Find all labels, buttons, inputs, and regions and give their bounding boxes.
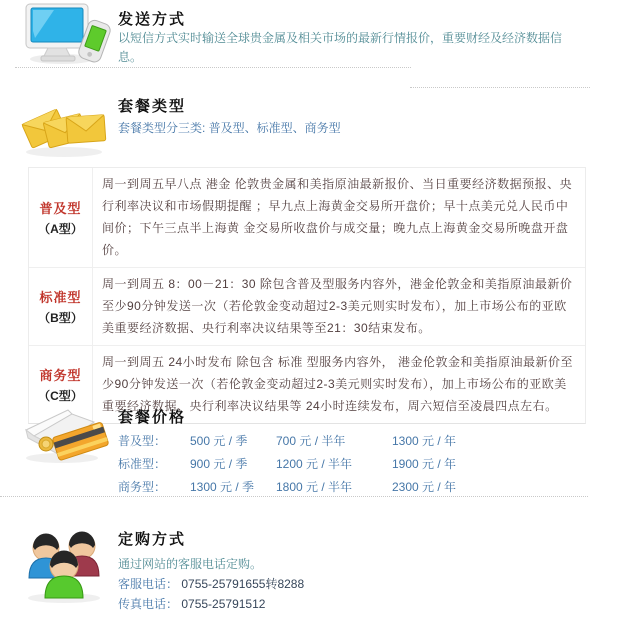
- price-year-b: 1900 元 / 年: [392, 457, 457, 471]
- phone-number: 0755-25791655转8288: [181, 577, 305, 591]
- price-halfyear-a: 700 元 / 半年: [276, 434, 346, 448]
- price-quarter-c: 1300 元 / 季: [190, 480, 255, 494]
- plan-code-a: （A型）: [38, 222, 83, 236]
- customer-service-people-icon: [18, 522, 110, 604]
- plan-description-a: 周一到周五早八点 港金 伦敦贵金属和美指原油最新报价、当日重要经济数据预报、央行利率决议和市场假期提醒 ；早九点上海黄金交易所开盘价；早十点美元兑人民币中间价；下午三点半上海黄 金交易所收盘价与成交量；晚九点上海黄金交易所晚盘开盘价。: [102, 177, 573, 257]
- phone-label: 客服电话：: [118, 577, 179, 591]
- plan-label-a: [29, 168, 93, 267]
- plan-description-b: 周一到周五 8：00－21：30 除包含普及型服务内容外，港金伦敦金和美指原油最新价至少90分钟发送一次（若伦敦金变动超过2-3美元则实时发布），加上市场公布的亚欧美重要经济数据、央行利率决议结果等至21：30结束发布。: [102, 277, 573, 335]
- computer-phone-icon: [20, 1, 112, 65]
- plan-description-c: 周一到周五 24小时发布 除包含 标准 型服务内容外， 港金伦敦金和美指原油最新价至少90分钟发送一次（若伦敦金变动超过2-3美元则实时发布），加上市场公布的亚欧美重要经济数据、央行利率决议结果等 24小时连续发布，周六短信至凌晨四点左右。: [102, 355, 574, 413]
- wallet-card-icon: [16, 398, 112, 466]
- fax-label: 传真电话：: [118, 597, 179, 611]
- plans-table: [28, 167, 586, 424]
- ordering-description: 通过网站的客服电话定购。: [118, 557, 263, 571]
- price-label-b: 标准型：: [118, 457, 167, 471]
- plan-code-b: （B型）: [38, 311, 83, 325]
- pricing-list: [118, 430, 456, 499]
- plan-code-c: （C型）: [38, 389, 83, 403]
- price-halfyear-c: 1800 元 / 半年: [276, 480, 353, 494]
- package-types-description: 套餐类型分三类: 普及型、标准型、商务型: [118, 121, 341, 135]
- plan-name-b: 标准型: [39, 290, 82, 305]
- separator-right: [410, 87, 590, 88]
- ordering-section-title: 定购方式: [118, 531, 187, 548]
- fax-number: 0755-25791512: [181, 597, 266, 611]
- separator-left: [15, 67, 411, 68]
- plan-name-a: 普及型: [39, 201, 82, 216]
- price-quarter-b: 900 元 / 季: [190, 457, 248, 471]
- phone-line: [118, 574, 304, 594]
- plan-row-c: [29, 346, 585, 423]
- envelopes-icon: [14, 90, 114, 160]
- package-types-section-title: 套餐类型: [118, 98, 187, 115]
- price-year-a: 1300 元 / 年: [392, 434, 457, 448]
- price-quarter-a: 500 元 / 季: [190, 434, 248, 448]
- delivery-section-title: 发送方式: [118, 11, 187, 28]
- price-row-a: [118, 430, 456, 453]
- separator-bottom: [0, 496, 588, 497]
- plan-row-b: [29, 268, 585, 346]
- price-label-c: 商务型：: [118, 480, 167, 494]
- price-row-b: [118, 453, 456, 476]
- delivery-description: 以短信方式实时输送全球贵金属及相关市场的最新行情报价，重要财经及经济数据信息。: [118, 31, 563, 64]
- price-halfyear-b: 1200 元 / 半年: [276, 457, 353, 471]
- ordering-info: [118, 554, 304, 614]
- price-label-a: 普及型：: [118, 434, 167, 448]
- fax-line: [118, 594, 304, 614]
- pricing-section-title: 套餐价格: [118, 409, 187, 426]
- plan-row-a: [29, 168, 585, 268]
- price-year-c: 2300 元 / 年: [392, 480, 457, 494]
- plan-label-b: [29, 268, 93, 345]
- plan-name-c: 商务型: [39, 368, 82, 383]
